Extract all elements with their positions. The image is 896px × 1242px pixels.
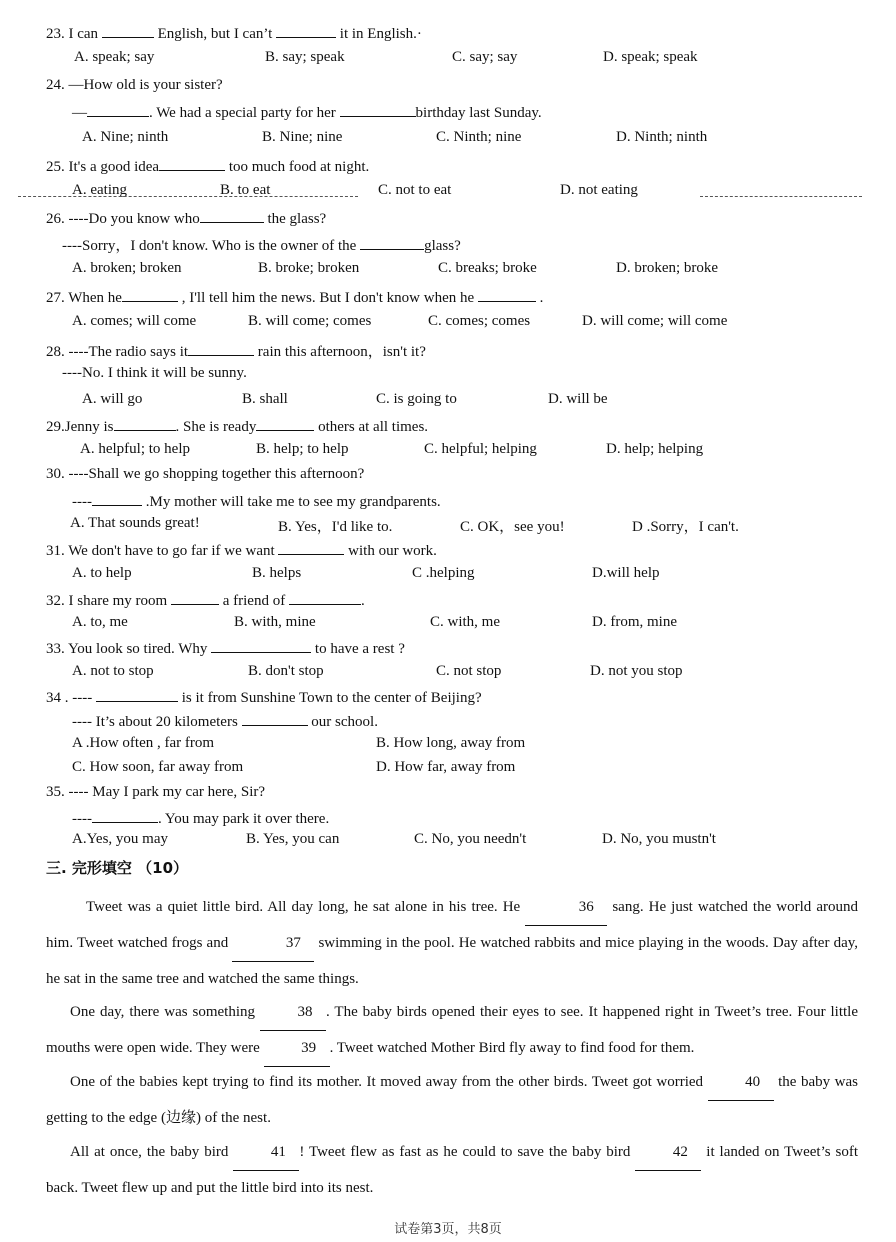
q23-option[interactable]: A. speak; say [74,49,155,65]
answer-blank [114,416,176,431]
q29-stem [46,416,428,436]
text-run: 29.Jenny is [46,419,114,435]
text-run: a friend of [218,593,289,609]
answer-blank [92,491,142,506]
text-run: .My mother will take me to see my grandparents. [141,494,441,510]
q26-option[interactable]: B. broke; broken [258,260,360,276]
q25-stem [46,156,369,176]
q35-option[interactable]: A.Yes, you may [72,831,168,847]
q23-option[interactable]: D. speak; speak [603,49,698,65]
answer-blank [211,638,311,653]
answer-blank [122,287,178,302]
q32-stem [46,590,365,610]
q29-option[interactable]: B. help; to help [256,441,349,457]
text-run: the baby was getting to the edge (边缘) of the nest. [46,1074,858,1126]
q28-dialogue-line [62,365,247,382]
answer-blank [360,235,424,250]
q34-option[interactable]: A .How often , far from [72,735,215,751]
text-run: ----Sorry，I don't know. Who is the owner of the [62,238,361,254]
q28-option[interactable]: B. shall [242,391,288,407]
q23-stem [46,23,422,43]
text-run: . You may park it over there. [157,811,330,827]
text-run: . We had a special party for her [149,105,340,121]
text-run: sang. He just watched the world around him. Tweet watched frogs and [46,899,858,951]
q34-option[interactable]: C. How soon, far away from [72,759,244,775]
text-run: 34 . ---- [46,690,96,706]
q26-option[interactable]: C. breaks; broke [438,260,537,276]
q25-option[interactable]: A. eating [72,182,127,198]
text-run: it landed on Tweet’s soft back. Tweet flew up and put the little bird into its nest. [46,1144,859,1196]
text-run: swimming in the pool. He watched rabbits and mice playing in the woods. Day after day, he sat in the same tree and watched the same things. [46,935,859,987]
q32-option[interactable]: A. to, me [72,614,128,630]
q34-stem [46,687,482,707]
text-run: ! Tweet flew as fast as he could to save the baby bird [299,1144,636,1160]
q27-stem [46,287,543,307]
text-run: English, but I can’t [153,26,277,42]
section-title: 三. 完形填空 （10） [46,859,189,877]
q35-option[interactable]: D. No, you mustn't [602,831,716,847]
text-run: ---- It’s about 20 kilometers [72,714,242,730]
q23-option[interactable]: B. say; speak [265,49,345,65]
q32-option[interactable]: D. from, mine [592,614,677,630]
q23-option[interactable]: C. say; say [452,49,518,65]
q27-option[interactable]: B. will come; comes [248,313,372,329]
text-run: with our work. [344,543,437,559]
q28-stem [46,340,426,361]
q25-option[interactable]: B. to eat [220,182,271,198]
answer-blank [188,341,254,356]
q27-option[interactable]: A. comes; will come [72,313,197,329]
cloze-blank: 38 [260,995,326,1031]
q35-stem [46,784,265,801]
fold-line [18,196,358,197]
q29-option[interactable]: D. help; helping [606,441,704,457]
cloze-paragraph-3 [46,1065,858,1136]
answer-blank [200,208,264,223]
q30-option[interactable]: B. Yes，I'd like to. [278,519,393,535]
q29-option[interactable]: C. helpful; helping [424,441,537,457]
text-run: 25. It's a good idea [46,159,160,175]
q29-option[interactable]: A. helpful; to help [80,441,190,457]
text-run: glass? [424,238,461,254]
q30-option[interactable]: D .Sorry，I can't. [632,519,739,535]
page-footer: 试卷第3页，共8页 [394,1222,502,1237]
q28-option[interactable]: D. will be [548,391,608,407]
q30-option[interactable]: C. OK，see you! [460,519,565,535]
q32-option[interactable]: C. with, me [430,614,500,630]
q34-dialogue-line [72,711,378,731]
cloze-paragraph-1 [46,890,858,997]
text-run: 35. ---- May I park my car here, Sir? [46,784,266,800]
text-run: 32. I share my room [46,593,171,609]
text-run: One day, there was something [70,1004,260,1020]
cloze-blank: 40 [708,1065,774,1101]
q26-option[interactable]: D. broken; broke [616,260,719,276]
q24-stem [46,77,223,94]
q33-option[interactable]: A. not to stop [72,663,154,679]
q27-option[interactable]: C. comes; comes [428,313,531,329]
text-run: . [360,593,365,609]
text-run: too much food at night. [225,159,370,175]
answer-blank [102,23,154,38]
q30-dialogue-line [72,491,441,511]
text-run: birthday last Sunday. [415,105,542,121]
answer-blank [278,540,344,555]
q32-option[interactable]: B. with, mine [234,614,316,630]
cloze-blank: 39 [264,1031,330,1067]
answer-blank [96,687,178,702]
text-run: 27. When he [46,290,122,306]
text-run: All at once, the baby bird [70,1144,234,1160]
answer-blank [340,102,416,117]
q26-option[interactable]: A. broken; broken [72,260,182,276]
q33-option[interactable]: B. don't stop [248,663,324,679]
answer-blank [171,590,219,605]
answer-blank [87,102,149,117]
text-run: One of the babies kept trying to find its mother. It moved away from the other birds. Tweet got worried [70,1074,708,1090]
q35-option[interactable]: C. No, you needn't [414,831,527,847]
text-run: Tweet was a quiet little bird. All day long, he sat alone in his tree. He [86,899,526,915]
cloze-blank: 41 [233,1135,299,1171]
q25-option[interactable]: D. not eating [560,182,638,198]
text-run: it in English.· [336,26,422,42]
q26-stem [46,208,326,228]
text-run: 30. ----Shall we go shopping together this afternoon? [46,466,365,482]
answer-blank [92,808,158,823]
q34-option[interactable]: B. How long, away from [376,735,526,751]
text-run: 28. ----The radio says it [46,344,189,360]
q33-option[interactable]: C. not stop [436,663,502,679]
text-run: others at all times. [314,419,429,435]
answer-blank [256,416,314,431]
fold-line-right [700,196,862,197]
answer-blank [276,23,336,38]
cloze-blank: 42 [635,1135,701,1171]
cloze-blank: 36 [525,890,607,926]
text-run: rain this afternoon，isn't it? [254,344,426,360]
q26-dialogue-line [62,234,461,255]
text-run: to have a rest ? [311,641,405,657]
text-run: our school. [307,714,378,730]
q25-option[interactable]: C. not to eat [378,182,452,198]
answer-blank [159,156,225,171]
q33-stem [46,638,405,658]
q35-option[interactable]: B. Yes, you can [246,831,340,847]
answer-blank [478,287,536,302]
q34-option[interactable]: D. How far, away from [376,759,516,775]
text-run: the glass? [263,211,327,227]
q31-option[interactable]: B. helps [252,565,302,581]
q27-option[interactable]: D. will come; will come [582,313,728,329]
text-run: ---- [72,811,92,827]
text-run: ----No. I think it will be sunny. [62,365,247,381]
q24-option[interactable]: D. Ninth; ninth [616,129,708,145]
text-run: . [535,290,544,306]
q31-option[interactable]: D.will help [592,565,660,581]
text-run: . Tweet watched Mother Bird fly away to find food for them. [329,1040,695,1056]
q33-option[interactable]: D. not you stop [590,663,683,679]
text-run: 26. ----Do you know who [46,211,200,227]
q31-option[interactable]: A. to help [72,565,132,581]
text-run: is it from Sunshine Town to the center of Beijing? [177,690,482,706]
cloze-paragraph-4 [46,1135,858,1206]
q24-option[interactable]: B. Nine; nine [262,129,343,145]
answer-blank [289,590,361,605]
q30-stem [46,466,364,483]
text-run: — [72,105,87,121]
answer-blank [242,711,308,726]
q30-option[interactable]: A. That sounds great! [70,515,200,531]
text-run: 31. We don't have to go far if we want [46,543,279,559]
q31-stem [46,540,437,560]
q24-option[interactable]: A. Nine; ninth [82,129,169,145]
text-run: , I'll tell him the news. But I don't know when he [177,290,478,306]
q24-dialogue-line [72,102,542,122]
text-run: 24. —How old is your sister? [46,77,223,93]
q28-option[interactable]: C. is going to [376,391,457,407]
cloze-blank: 37 [232,926,314,962]
q28-option[interactable]: A. will go [82,391,143,407]
text-run: . She is ready [175,419,257,435]
text-run: 23. I can [46,26,102,42]
text-run: ---- [72,494,92,510]
text-run: 33. You look so tired. Why [46,641,212,657]
cloze-paragraph-2 [46,995,858,1067]
q24-option[interactable]: C. Ninth; nine [436,129,522,145]
q35-dialogue-line [72,808,329,828]
q31-option[interactable]: C .helping [412,565,475,581]
text-run: . The baby birds opened their eyes to see. It happened right in Tweet’s tree. Four little mouths were open wide. They were [46,1004,859,1056]
